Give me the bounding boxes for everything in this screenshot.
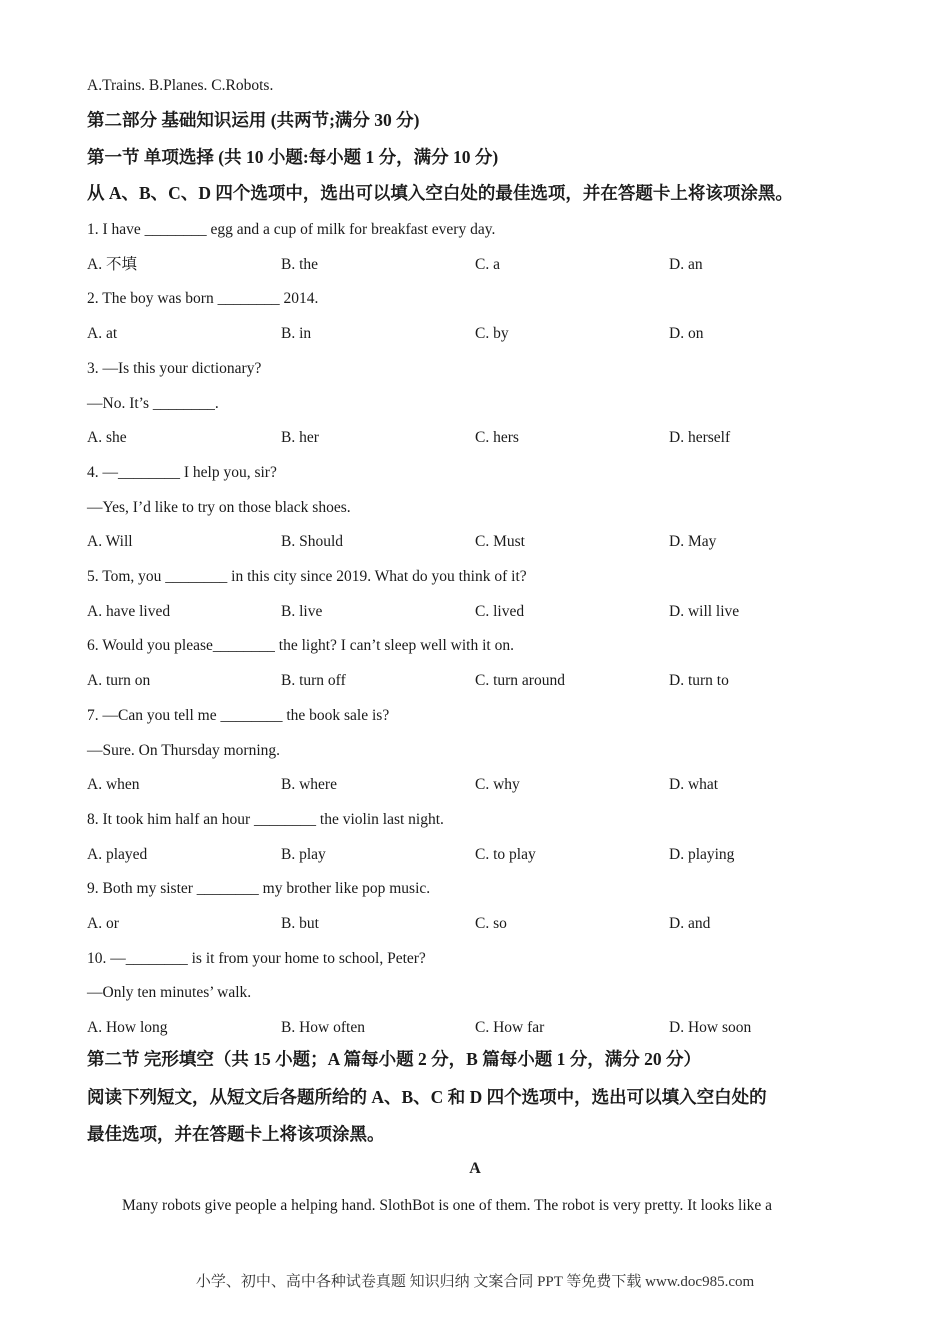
answer-option: C. turn around — [475, 672, 565, 689]
answer-option: B. live — [281, 603, 323, 620]
question-options — [87, 914, 887, 934]
part2-heading: 第二部分 基础知识运用 (共两节;满分 30 分) — [87, 110, 420, 130]
answer-option: D. herself — [669, 429, 731, 446]
answer-option: B. in — [281, 325, 312, 342]
question-stem: 7. —Can you tell me ________ the book sale is? — [87, 707, 390, 724]
answer-option: C. to play — [475, 846, 536, 863]
question-options — [87, 775, 887, 795]
question-options — [87, 532, 887, 552]
question-options — [87, 324, 887, 344]
question-stem: 9. Both my sister ________ my brother like pop music. — [87, 880, 431, 897]
answer-option: B. her — [281, 429, 319, 446]
passage-label: A — [469, 1160, 481, 1177]
footer-text: 小学、初中、高中各种试卷真题 知识归纳 文案合同 PPT 等免费下载 www.doc985.com — [195, 1274, 755, 1290]
answer-option: A. or — [87, 915, 119, 932]
answer-option: A. turn on — [87, 672, 151, 689]
section2-instruction-line2: 最佳选项，并在答题卡上将该项涂黑。 — [87, 1124, 385, 1144]
answer-option: A. at — [87, 325, 118, 342]
answer-option: D. what — [669, 776, 719, 793]
answer-option: C. a — [475, 256, 500, 273]
question-dialogue-line: —No. It’s ________. — [87, 395, 219, 412]
answer-option: A. played — [87, 846, 148, 863]
passage-text: Many robots give people a helping hand. SlothBot is one of them. The robot is very pretty. It looks like a — [122, 1197, 773, 1214]
answer-option: B. How often — [281, 1019, 365, 1036]
question-options — [87, 1018, 887, 1038]
answer-option: A. 不填 — [87, 256, 137, 273]
question-stem: 1. I have ________ egg and a cup of milk for breakfast every day. — [87, 221, 496, 238]
answer-option: D. an — [669, 256, 703, 273]
answer-option: D. May — [669, 533, 717, 550]
answer-option: D. turn to — [669, 672, 729, 689]
answer-option: A. How long — [87, 1019, 168, 1036]
question-options — [87, 845, 887, 865]
previous-question-options: A.Trains. B.Planes. C.Robots. — [87, 77, 274, 94]
answer-option: B. but — [281, 915, 319, 932]
answer-option: A. when — [87, 776, 140, 793]
section2-instruction-line1: 阅读下列短文，从短文后各题所给的 A、B、C 和 D 四个选项中，选出可以填入空白处的 — [87, 1087, 767, 1107]
answer-option: D. on — [669, 325, 704, 342]
question-stem: 10. —________ is it from your home to school, Peter? — [87, 950, 426, 967]
answer-option: D. playing — [669, 846, 735, 863]
answer-option: A. she — [87, 429, 127, 446]
answer-option: D. and — [669, 915, 711, 932]
question-options — [87, 428, 887, 448]
answer-option: C. lived — [475, 603, 525, 620]
answer-option: D. will live — [669, 603, 740, 620]
question-stem: 2. The boy was born ________ 2014. — [87, 290, 319, 307]
answer-option: B. where — [281, 776, 337, 793]
question-stem: 5. Tom, you ________ in this city since 2019. What do you think of it? — [87, 568, 527, 585]
answer-option: B. Should — [281, 533, 344, 550]
answer-option: C. so — [475, 915, 507, 932]
answer-option: C. hers — [475, 429, 519, 446]
section2-heading: 第二节 完形填空（共 15 小题；A 篇每小题 2 分，B 篇每小题 1 分，满分 20 分） — [87, 1049, 701, 1069]
question-dialogue-line: —Yes, I’d like to try on those black shoes. — [87, 499, 351, 516]
answer-option: B. turn off — [281, 672, 346, 689]
answer-option: D. How soon — [669, 1019, 752, 1036]
section1-instruction: 从 A、B、C、D 四个选项中，选出可以填入空白处的最佳选项，并在答题卡上将该项涂黑。 — [87, 183, 793, 203]
question-options — [87, 671, 887, 691]
answer-option: C. by — [475, 325, 509, 342]
answer-option: B. play — [281, 846, 326, 863]
answer-option: C. Must — [475, 533, 525, 550]
question-options — [87, 602, 887, 622]
question-stem: 8. It took him half an hour ________ the violin last night. — [87, 811, 444, 828]
answer-option: B. the — [281, 256, 319, 273]
question-stem: 3. —Is this your dictionary? — [87, 360, 262, 377]
question-stem: 4. —________ I help you, sir? — [87, 464, 277, 481]
answer-option: C. How far — [475, 1019, 545, 1036]
question-dialogue-line: —Sure. On Thursday morning. — [87, 742, 281, 759]
answer-option: A. have lived — [87, 603, 171, 620]
question-dialogue-line: —Only ten minutes’ walk. — [87, 984, 252, 1001]
section1-heading: 第一节 单项选择 (共 10 小题:每小题 1 分，满分 10 分) — [87, 147, 499, 167]
answer-option: C. why — [475, 776, 520, 793]
question-options — [87, 255, 887, 275]
answer-option: A. Will — [87, 533, 133, 550]
question-stem: 6. Would you please________ the light? I can’t sleep well with it on. — [87, 637, 514, 654]
